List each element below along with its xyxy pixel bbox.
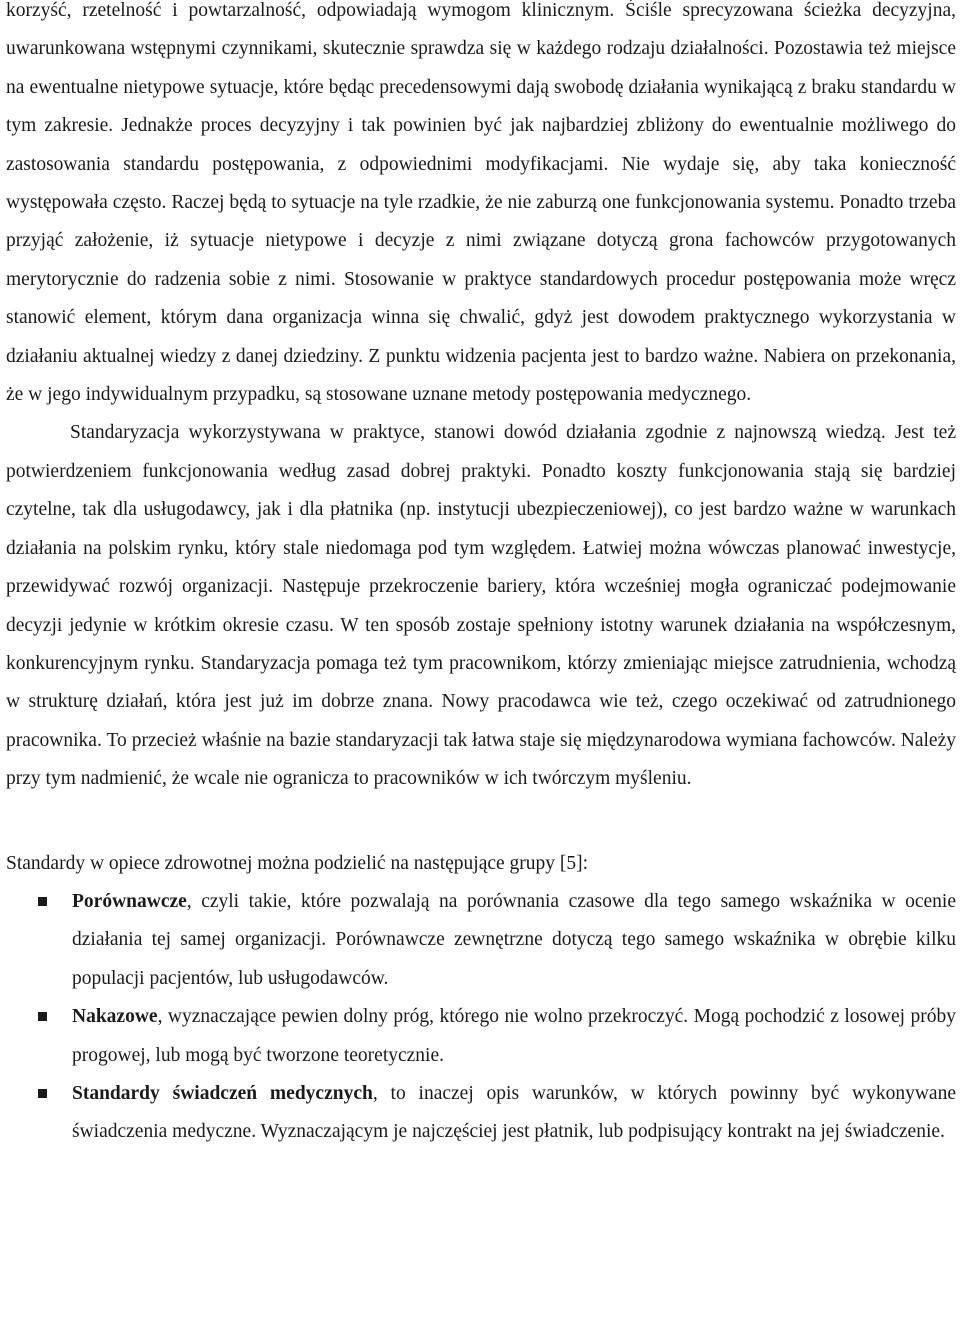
list-item bbox=[6, 883, 956, 998]
list-item-term: Nakazowe bbox=[72, 1006, 158, 1028]
list-item-term: Porównawcze bbox=[72, 890, 187, 912]
square-bullet-icon bbox=[38, 1089, 47, 1098]
list-item-text: , wyznaczające pewien dolny próg, którego nie wolno przekroczyć. Mogą pochodzić z losowej próby progowej, lub mogą być tworzone teoretycznie. bbox=[72, 1006, 956, 1066]
square-bullet-icon bbox=[38, 1012, 47, 1021]
standards-intro: Standardy w opiece zdrowotnej można podzielić na następujące grupy [5]: bbox=[6, 852, 589, 874]
square-bullet-icon bbox=[38, 897, 47, 906]
list-item-term: Standardy świadczeń medycznych bbox=[72, 1082, 373, 1104]
standards-list bbox=[6, 883, 956, 1152]
list-item bbox=[6, 1075, 956, 1152]
list-item-text: , to inaczej opis warunków, w których powinny być wykonywane świadczenia medyczne. Wyznaczającym je najczęściej jest płatnik, lub podpisujący kontrakt na jej świadczenie. bbox=[72, 1082, 956, 1143]
list-item bbox=[6, 998, 956, 1075]
list-item-text: , czyli takie, które pozwalają na porównania czasowe dla tego samego wskaźnika w ocenie działania tej samej organizacji. Porównawcze zewnętrzne dotyczą tego samego wskaźnika w obrębie kilku populacji pacjentów, lub usługodawców. bbox=[72, 890, 956, 989]
paragraph-1: korzyść, rzetelność i powtarzalność, odpowiadają wymogom klinicznym. Ściśle sprecyzowana ścieżka decyzyjna, uwarunkowana wstępnymi czynnikami, skutecznie sprawdza się w każdego rodzaju działalności. Pozostawia też miejsce na ewentualne nietypowe sytuacje, które będąc precedensowymi dają swobodę działania wynikającą z braku standardu w tym zakresie. Jednakże proces decyzyjny i tak powinien być jak najbardziej zbliżony do ewentualnie możliwego do zastosowania standardu postępowania, z odpowiednimi modyfikacjami. Nie wydaje się, aby taka konieczność występowała często. Raczej będą to sytuacje na tyle rzadkie, że nie zaburzą one funkcjonowania systemu. Ponadto trzeba przyjąć założenie, iż sytuacje nietypowe i decyzje z nimi związane dotyczą grona fachowców przygotowanych merytorycznie do radzenia sobie z nimi. Stosowanie w praktyce standardowych procedur postępowania może wręcz stanowić element, którym dana organizacja winna się chwalić, gdyż jest dowodem praktycznego wykorzystania w działaniu aktualnej wiedzy z danej dziedziny. Z punktu widzenia pacjenta jest to bardzo ważne. Nabiera on przekonania, że w jego indywidualnym przypadku, są stosowane uznane metody postępowania medycznego. bbox=[6, 0, 956, 406]
document-page bbox=[6, 0, 956, 1152]
paragraph-2: Standaryzacja wykorzystywana w praktyce, stanowi dowód działania zgodnie z najnowszą wiedzą. Jest też potwierdzeniem funkcjonowania według zasad dobrej praktyki. Ponadto koszty funkcjonowania stają się bardziej czytelne, tak dla usługodawcy, jak i dla płatnika (np. instytucji ubezpieczeniowej), co jest bardzo ważne w warunkach działania na polskim rynku, który stale niedomaga pod tym względem. Łatwiej można wówczas planować inwestycje, przewidywać rozwój organizacji. Następuje przekroczenie bariery, która wcześniej mogła ograniczać podejmowanie decyzji jedynie w krótkim okresie czasu. W ten sposób zostaje spełniony istotny warunek działania na współczesnym, konkurencyjnym rynku. Standaryzacja pomaga też tym pracownikom, którzy zmieniając miejsce zatrudnienia, wchodzą w strukturę działań, która jest już im dobrze znana. Nowy pracodawca wie też, czego oczekiwać od zatrudnionego pracownika. To przecież właśnie na bazie standaryzacji tak łatwa staje się międzynarodowa wymiana fachowców. Należy przy tym nadmienić, że wcale nie ogranicza to pracowników w ich twórczym myśleniu. bbox=[6, 422, 956, 790]
